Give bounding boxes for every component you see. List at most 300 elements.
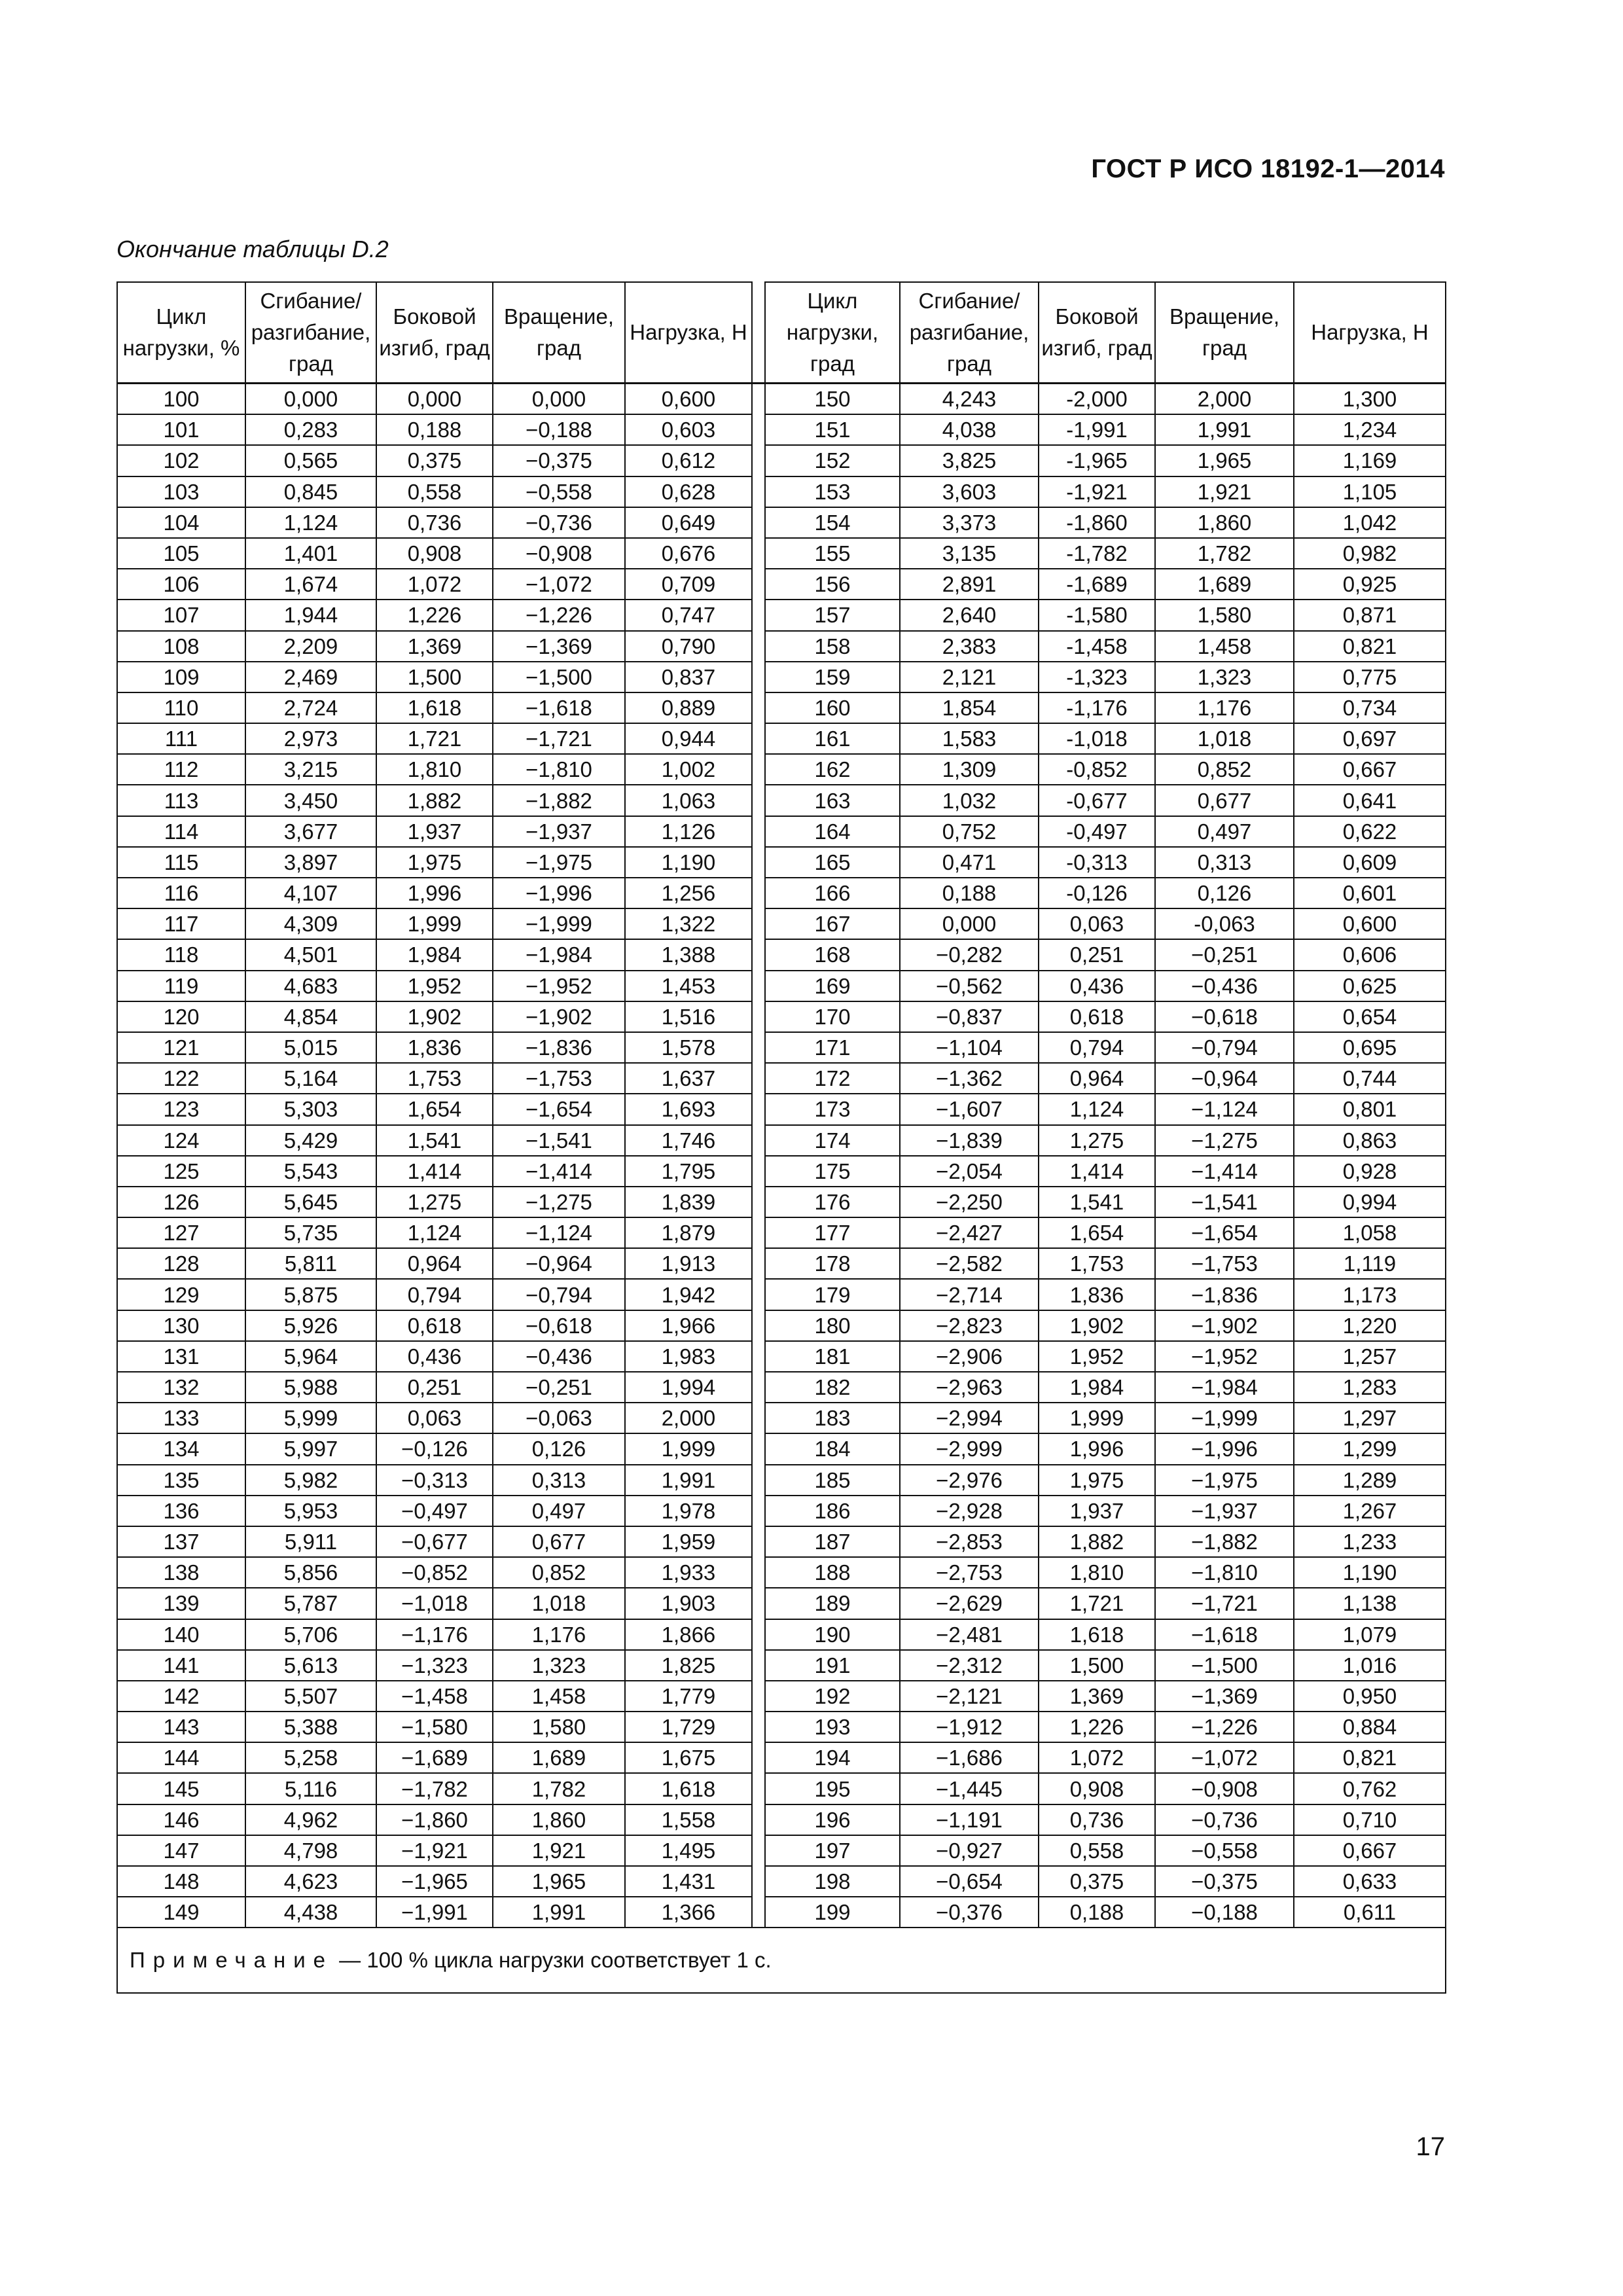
table-row [117, 1650, 1446, 1681]
cell-cycle-left: 123 [117, 1094, 245, 1124]
cell-load-right: 1,220 [1294, 1310, 1446, 1341]
cell-rotation-right: 1,018 [1155, 723, 1294, 754]
cell-flexion-left: 2,724 [245, 692, 376, 723]
cell-rotation-left: −0,188 [493, 414, 625, 445]
cell-flexion-left: 5,543 [245, 1156, 376, 1187]
cell-flexion-left: 5,706 [245, 1619, 376, 1650]
cell-cycle-right: 156 [765, 569, 900, 600]
cell-flexion-left: 4,798 [245, 1835, 376, 1866]
cell-load-left: 1,126 [625, 816, 752, 847]
cell-cycle-right: 183 [765, 1403, 900, 1433]
cell-load-right: 0,600 [1294, 908, 1446, 939]
cell-lateral-left: −1,782 [376, 1773, 493, 1804]
cell-lateral-right: -1,860 [1039, 507, 1155, 538]
cell-load-left: 1,795 [625, 1156, 752, 1187]
cell-rotation-left: −1,882 [493, 785, 625, 816]
cell-cycle-left: 111 [117, 723, 245, 754]
column-gap [752, 1619, 765, 1650]
cell-rotation-left: 1,018 [493, 1588, 625, 1619]
cell-flexion-right: 2,383 [900, 631, 1039, 662]
cell-cycle-left: 103 [117, 476, 245, 507]
cell-lateral-left: −1,176 [376, 1619, 493, 1650]
cell-load-left: 1,879 [625, 1217, 752, 1248]
cell-cycle-right: 170 [765, 1001, 900, 1032]
cell-load-left: 0,649 [625, 507, 752, 538]
column-gap [752, 662, 765, 692]
cell-lateral-right: 1,810 [1039, 1557, 1155, 1588]
cell-load-left: 1,779 [625, 1681, 752, 1712]
cell-load-right: 0,925 [1294, 569, 1446, 600]
cell-cycle-left: 120 [117, 1001, 245, 1032]
cell-cycle-left: 110 [117, 692, 245, 723]
cell-lateral-left: 1,975 [376, 847, 493, 878]
column-gap [752, 1279, 765, 1310]
cell-rotation-left: −1,952 [493, 971, 625, 1001]
cell-flexion-right: −2,999 [900, 1433, 1039, 1464]
cell-lateral-right: 1,124 [1039, 1094, 1155, 1124]
cell-flexion-left: 2,973 [245, 723, 376, 754]
cell-load-right: 0,641 [1294, 785, 1446, 816]
cell-flexion-right: −1,191 [900, 1804, 1039, 1835]
cell-rotation-right: −1,975 [1155, 1465, 1294, 1496]
cell-lateral-left: 0,063 [376, 1403, 493, 1433]
cell-rotation-right: −1,414 [1155, 1156, 1294, 1187]
cell-cycle-right: 155 [765, 538, 900, 569]
cell-load-right: 0,622 [1294, 816, 1446, 847]
cell-rotation-right: −1,882 [1155, 1526, 1294, 1557]
cell-flexion-right: −0,837 [900, 1001, 1039, 1032]
column-gap [752, 692, 765, 723]
cell-cycle-right: 168 [765, 939, 900, 970]
cell-cycle-right: 184 [765, 1433, 900, 1464]
cell-cycle-right: 181 [765, 1341, 900, 1372]
column-gap [752, 1310, 765, 1341]
cell-rotation-right: −0,618 [1155, 1001, 1294, 1032]
cell-cycle-left: 145 [117, 1773, 245, 1804]
column-gap [752, 631, 765, 662]
cell-rotation-right: −1,500 [1155, 1650, 1294, 1681]
cell-cycle-right: 154 [765, 507, 900, 538]
cell-lateral-right: 1,999 [1039, 1403, 1155, 1433]
table-row [117, 1001, 1446, 1032]
note-label: Примечание [130, 1948, 334, 1973]
cell-load-left: 0,676 [625, 538, 752, 569]
cell-load-right: 1,190 [1294, 1557, 1446, 1588]
cell-rotation-right: −1,810 [1155, 1557, 1294, 1588]
column-gap [752, 1403, 765, 1433]
table-header-row [117, 282, 1446, 384]
cell-load-left: 1,959 [625, 1526, 752, 1557]
cell-flexion-left: 5,997 [245, 1433, 376, 1464]
cell-lateral-right: -1,018 [1039, 723, 1155, 754]
column-gap [752, 723, 765, 754]
cell-load-right: 0,821 [1294, 631, 1446, 662]
cell-rotation-right: −1,124 [1155, 1094, 1294, 1124]
cell-cycle-left: 128 [117, 1248, 245, 1279]
table-row [117, 971, 1446, 1001]
cell-load-left: 1,516 [625, 1001, 752, 1032]
cell-rotation-right: −1,996 [1155, 1433, 1294, 1464]
cell-flexion-right: −2,823 [900, 1310, 1039, 1341]
cell-rotation-right: −0,794 [1155, 1032, 1294, 1063]
cell-lateral-right: 1,226 [1039, 1712, 1155, 1742]
column-gap [752, 1063, 765, 1094]
column-gap [752, 1526, 765, 1557]
cell-rotation-left: 1,965 [493, 1866, 625, 1897]
cell-rotation-right: −1,275 [1155, 1125, 1294, 1156]
cell-load-left: 1,729 [625, 1712, 752, 1742]
table-row [117, 1372, 1446, 1403]
table-row [117, 1496, 1446, 1526]
cell-flexion-left: 5,429 [245, 1125, 376, 1156]
cell-load-left: 1,999 [625, 1433, 752, 1464]
cell-flexion-right: −2,714 [900, 1279, 1039, 1310]
table-row [117, 1063, 1446, 1094]
cell-lateral-right: 0,436 [1039, 971, 1155, 1001]
cell-lateral-right: -1,176 [1039, 692, 1155, 723]
cell-load-left: 1,978 [625, 1496, 752, 1526]
cell-lateral-right: -0,497 [1039, 816, 1155, 847]
cell-cycle-right: 185 [765, 1465, 900, 1496]
cell-cycle-left: 113 [117, 785, 245, 816]
cell-flexion-left: 5,911 [245, 1526, 376, 1557]
cell-cycle-right: 164 [765, 816, 900, 847]
cell-flexion-right: −2,753 [900, 1557, 1039, 1588]
column-gap [752, 939, 765, 970]
cell-rotation-right: 1,965 [1155, 445, 1294, 476]
cell-load-right: 0,611 [1294, 1897, 1446, 1928]
cell-cycle-right: 190 [765, 1619, 900, 1650]
table-row [117, 507, 1446, 538]
column-gap [752, 1248, 765, 1279]
cell-rotation-right: −1,937 [1155, 1496, 1294, 1526]
cell-load-left: 1,322 [625, 908, 752, 939]
cell-rotation-left: −1,226 [493, 600, 625, 630]
cell-cycle-right: 195 [765, 1773, 900, 1804]
column-gap [752, 754, 765, 785]
cell-flexion-right: −1,104 [900, 1032, 1039, 1063]
cell-rotation-left: 1,860 [493, 1804, 625, 1835]
cell-rotation-left: 0,852 [493, 1557, 625, 1588]
cell-lateral-left: 1,541 [376, 1125, 493, 1156]
table-row [117, 1557, 1446, 1588]
column-gap [752, 1433, 765, 1464]
cell-flexion-left: 3,897 [245, 847, 376, 878]
cell-cycle-left: 138 [117, 1557, 245, 1588]
document-header: ГОСТ Р ИСО 18192-1—2014 [1091, 154, 1445, 183]
cell-lateral-right: 1,937 [1039, 1496, 1155, 1526]
cell-rotation-right: −1,902 [1155, 1310, 1294, 1341]
cell-load-left: 1,983 [625, 1341, 752, 1372]
table-row [117, 754, 1446, 785]
column-gap [752, 1650, 765, 1681]
cell-load-left: 1,693 [625, 1094, 752, 1124]
cell-lateral-right: 1,836 [1039, 1279, 1155, 1310]
cell-load-left: 1,190 [625, 847, 752, 878]
table-row [117, 1712, 1446, 1742]
cell-cycle-left: 121 [117, 1032, 245, 1063]
cell-flexion-right: 4,243 [900, 384, 1039, 415]
table-row [117, 816, 1446, 847]
table-row [117, 1279, 1446, 1310]
cell-flexion-right: −1,839 [900, 1125, 1039, 1156]
cell-cycle-left: 149 [117, 1897, 245, 1928]
cell-cycle-left: 127 [117, 1217, 245, 1248]
column-gap [752, 1712, 765, 1742]
column-gap [752, 476, 765, 507]
cell-load-right: 0,744 [1294, 1063, 1446, 1094]
header-cycle-right: Цикл нагрузки, град [765, 282, 900, 384]
cell-load-left: 1,256 [625, 878, 752, 908]
cell-rotation-left: −0,618 [493, 1310, 625, 1341]
cell-lateral-left: 1,836 [376, 1032, 493, 1063]
cell-rotation-left: 0,126 [493, 1433, 625, 1464]
cell-lateral-left: 1,996 [376, 878, 493, 908]
column-gap [752, 878, 765, 908]
cell-flexion-left: 5,964 [245, 1341, 376, 1372]
table-row [117, 1217, 1446, 1248]
cell-cycle-right: 152 [765, 445, 900, 476]
cell-load-right: 0,950 [1294, 1681, 1446, 1712]
cell-load-left: 1,578 [625, 1032, 752, 1063]
cell-lateral-right: 0,736 [1039, 1804, 1155, 1835]
cell-lateral-left: 1,937 [376, 816, 493, 847]
cell-load-left: 0,612 [625, 445, 752, 476]
cell-flexion-left: 3,677 [245, 816, 376, 847]
cell-lateral-left: 0,908 [376, 538, 493, 569]
table-row [117, 1866, 1446, 1897]
cell-load-right: 0,928 [1294, 1156, 1446, 1187]
cell-load-left: 1,866 [625, 1619, 752, 1650]
cell-rotation-right: −1,753 [1155, 1248, 1294, 1279]
cell-lateral-right: -1,580 [1039, 600, 1155, 630]
cell-cycle-left: 116 [117, 878, 245, 908]
cell-load-left: 1,495 [625, 1835, 752, 1866]
cell-cycle-left: 124 [117, 1125, 245, 1156]
cell-rotation-left: 0,000 [493, 384, 625, 415]
cell-rotation-right: -0,063 [1155, 908, 1294, 939]
column-gap [752, 445, 765, 476]
cell-load-right: 0,994 [1294, 1187, 1446, 1217]
cell-load-left: 1,453 [625, 971, 752, 1001]
cell-flexion-right: −2,427 [900, 1217, 1039, 1248]
header-rotation-left: Вращение, град [493, 282, 625, 384]
cell-lateral-left: −1,991 [376, 1897, 493, 1928]
cell-cycle-right: 151 [765, 414, 900, 445]
cell-flexion-right: 1,032 [900, 785, 1039, 816]
cell-load-left: 0,747 [625, 600, 752, 630]
cell-rotation-left: 1,782 [493, 1773, 625, 1804]
cell-lateral-left: −0,497 [376, 1496, 493, 1526]
cell-flexion-left: 2,209 [245, 631, 376, 662]
cell-cycle-right: 158 [765, 631, 900, 662]
table-row [117, 939, 1446, 970]
cell-cycle-right: 166 [765, 878, 900, 908]
cell-lateral-left: 0,558 [376, 476, 493, 507]
cell-lateral-right: -1,689 [1039, 569, 1155, 600]
cell-cycle-left: 134 [117, 1433, 245, 1464]
cell-cycle-left: 104 [117, 507, 245, 538]
cell-flexion-right: 2,640 [900, 600, 1039, 630]
cell-rotation-left: 1,176 [493, 1619, 625, 1650]
cell-cycle-right: 179 [765, 1279, 900, 1310]
cell-cycle-left: 137 [117, 1526, 245, 1557]
cell-cycle-right: 194 [765, 1742, 900, 1773]
cell-rotation-right: −1,541 [1155, 1187, 1294, 1217]
cell-rotation-left: −0,375 [493, 445, 625, 476]
cell-lateral-left: 1,882 [376, 785, 493, 816]
table-body [117, 384, 1446, 1928]
cell-cycle-left: 141 [117, 1650, 245, 1681]
cell-rotation-left: −1,414 [493, 1156, 625, 1187]
column-gap [752, 1125, 765, 1156]
cell-flexion-right: 0,000 [900, 908, 1039, 939]
cell-rotation-right: 1,860 [1155, 507, 1294, 538]
cell-load-right: 0,697 [1294, 723, 1446, 754]
cell-cycle-left: 101 [117, 414, 245, 445]
cell-lateral-right: 1,882 [1039, 1526, 1155, 1557]
cell-lateral-right: 1,654 [1039, 1217, 1155, 1248]
cell-lateral-left: −0,126 [376, 1433, 493, 1464]
note-text: — 100 % цикла нагрузки соответствует 1 с. [333, 1948, 772, 1973]
cell-rotation-left: −1,721 [493, 723, 625, 754]
cell-flexion-left: 4,854 [245, 1001, 376, 1032]
cell-cycle-right: 197 [765, 1835, 900, 1866]
cell-flexion-left: 4,683 [245, 971, 376, 1001]
cell-flexion-right: 4,038 [900, 414, 1039, 445]
cell-cycle-left: 117 [117, 908, 245, 939]
cell-lateral-right: 0,794 [1039, 1032, 1155, 1063]
column-gap [752, 816, 765, 847]
cell-lateral-left: 0,188 [376, 414, 493, 445]
cell-flexion-left: 5,613 [245, 1650, 376, 1681]
cell-flexion-left: 5,988 [245, 1372, 376, 1403]
cell-lateral-left: 0,794 [376, 1279, 493, 1310]
cell-flexion-right: −1,912 [900, 1712, 1039, 1742]
table-row [117, 1773, 1446, 1804]
cell-cycle-right: 159 [765, 662, 900, 692]
cell-lateral-left: 0,736 [376, 507, 493, 538]
cell-lateral-left: −1,689 [376, 1742, 493, 1773]
cell-load-right: 0,601 [1294, 878, 1446, 908]
cell-rotation-left: −1,500 [493, 662, 625, 692]
cell-flexion-left: 5,507 [245, 1681, 376, 1712]
cell-cycle-left: 131 [117, 1341, 245, 1372]
cell-lateral-left: 1,902 [376, 1001, 493, 1032]
cell-rotation-left: −0,558 [493, 476, 625, 507]
cell-cycle-left: 140 [117, 1619, 245, 1650]
cell-rotation-left: −1,902 [493, 1001, 625, 1032]
cell-lateral-left: 0,375 [376, 445, 493, 476]
cell-load-left: 0,837 [625, 662, 752, 692]
cell-flexion-right: −0,654 [900, 1866, 1039, 1897]
cell-lateral-right: 0,251 [1039, 939, 1155, 970]
header-load-right: Нагрузка, Н [1294, 282, 1446, 384]
cell-load-left: 1,839 [625, 1187, 752, 1217]
cell-lateral-right: -1,921 [1039, 476, 1155, 507]
cell-load-left: 1,913 [625, 1248, 752, 1279]
cell-flexion-left: 4,107 [245, 878, 376, 908]
cell-rotation-left: −0,251 [493, 1372, 625, 1403]
column-gap [752, 384, 765, 415]
table-row [117, 1403, 1446, 1433]
cell-flexion-left: 4,962 [245, 1804, 376, 1835]
cell-flexion-left: 5,388 [245, 1712, 376, 1742]
cell-lateral-left: −1,580 [376, 1712, 493, 1742]
cell-lateral-left: 0,000 [376, 384, 493, 415]
cell-flexion-right: 2,121 [900, 662, 1039, 692]
cell-cycle-right: 182 [765, 1372, 900, 1403]
cell-lateral-left: 1,952 [376, 971, 493, 1001]
table-row [117, 476, 1446, 507]
cell-load-left: 1,431 [625, 1866, 752, 1897]
cell-rotation-right: 1,689 [1155, 569, 1294, 600]
cell-rotation-left: −0,736 [493, 507, 625, 538]
cell-rotation-right: −0,736 [1155, 1804, 1294, 1835]
cell-flexion-right: −2,963 [900, 1372, 1039, 1403]
cell-flexion-left: 1,124 [245, 507, 376, 538]
cell-flexion-right: 3,135 [900, 538, 1039, 569]
cell-lateral-right: -1,991 [1039, 414, 1155, 445]
cell-load-left: 1,675 [625, 1742, 752, 1773]
cell-lateral-right: 0,188 [1039, 1897, 1155, 1928]
table-row [117, 723, 1446, 754]
cell-flexion-right: −1,445 [900, 1773, 1039, 1804]
cell-flexion-right: −0,562 [900, 971, 1039, 1001]
cell-flexion-left: 3,450 [245, 785, 376, 816]
cell-rotation-left: −1,541 [493, 1125, 625, 1156]
cell-flexion-left: 4,623 [245, 1866, 376, 1897]
cell-load-left: 1,991 [625, 1465, 752, 1496]
cell-lateral-right: 1,275 [1039, 1125, 1155, 1156]
cell-cycle-left: 142 [117, 1681, 245, 1712]
cell-flexion-left: 5,999 [245, 1403, 376, 1433]
cell-lateral-left: −1,323 [376, 1650, 493, 1681]
cell-lateral-left: 0,436 [376, 1341, 493, 1372]
cell-lateral-right: 0,558 [1039, 1835, 1155, 1866]
cell-flexion-right: −0,282 [900, 939, 1039, 970]
cell-flexion-left: 5,953 [245, 1496, 376, 1526]
cell-flexion-right: −2,906 [900, 1341, 1039, 1372]
cell-rotation-right: 0,497 [1155, 816, 1294, 847]
header-lateral-left: Боковой изгиб, град [376, 282, 493, 384]
cell-cycle-left: 133 [117, 1403, 245, 1433]
cell-flexion-left: 0,845 [245, 476, 376, 507]
cell-flexion-right: −2,054 [900, 1156, 1039, 1187]
column-gap [752, 1187, 765, 1217]
cell-cycle-left: 146 [117, 1804, 245, 1835]
cell-flexion-right: −1,607 [900, 1094, 1039, 1124]
column-gap [752, 1804, 765, 1835]
cell-lateral-right: -1,323 [1039, 662, 1155, 692]
table-row [117, 1433, 1446, 1464]
cell-rotation-right: 1,458 [1155, 631, 1294, 662]
cell-load-left: 0,790 [625, 631, 752, 662]
cell-lateral-left: −0,313 [376, 1465, 493, 1496]
header-flexion-right: Сгибание/ разгибание, град [900, 282, 1039, 384]
table-row [117, 662, 1446, 692]
cell-cycle-left: 130 [117, 1310, 245, 1341]
cell-cycle-left: 136 [117, 1496, 245, 1526]
header-flexion-left: Сгибание/ разгибание, град [245, 282, 376, 384]
cell-lateral-left: −1,018 [376, 1588, 493, 1619]
cell-lateral-right: 1,500 [1039, 1650, 1155, 1681]
table-row [117, 692, 1446, 723]
cell-flexion-right: 2,891 [900, 569, 1039, 600]
cell-lateral-left: 0,618 [376, 1310, 493, 1341]
cell-load-left: 2,000 [625, 1403, 752, 1433]
cell-flexion-right: 0,188 [900, 878, 1039, 908]
